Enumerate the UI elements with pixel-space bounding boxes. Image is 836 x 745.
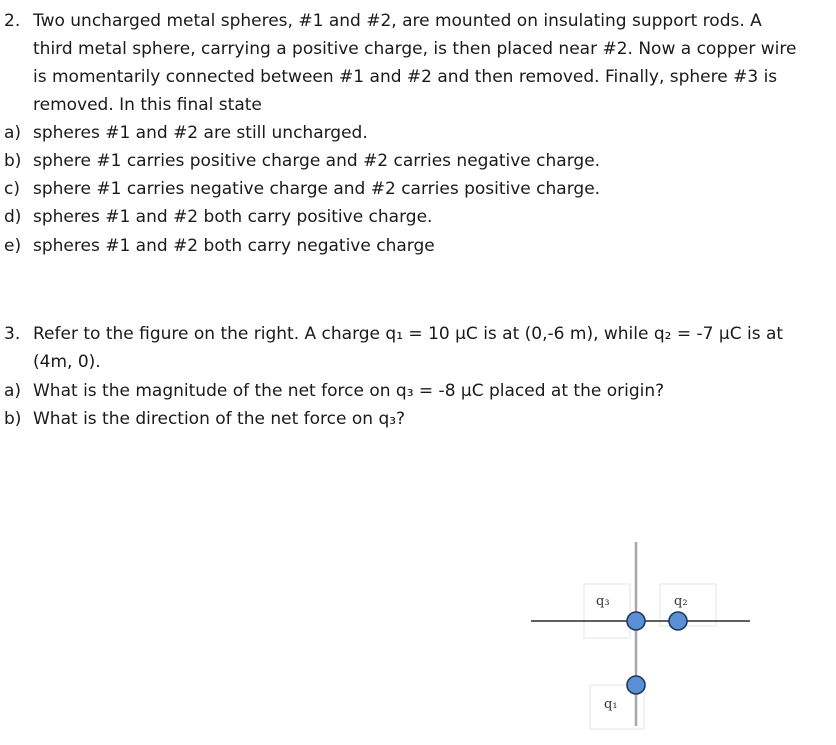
problem-2-stem-text-3: is momentarily connected between #1 and #2 and then removed. Finally, sphere #3 is	[33, 67, 778, 87]
part-label: b)	[4, 409, 22, 429]
label-q3: q₃	[596, 594, 610, 609]
option-label: e)	[4, 236, 22, 256]
option-label: c)	[4, 179, 20, 199]
problem-2-stem-text-1: Two uncharged metal spheres, #1 and #2, are mounted on insulating support rods. A	[33, 11, 762, 31]
option-label: b)	[4, 151, 22, 171]
part-text: What is the magnitude of the net force on q₃ = -8 μC placed at the origin?	[33, 381, 665, 401]
problem-3-number: 3.	[4, 324, 21, 344]
option-label: d)	[4, 207, 22, 227]
charge-q2	[669, 612, 687, 630]
option-text: spheres #1 and #2 are still uncharged.	[33, 123, 368, 143]
option-text: sphere #1 carries positive charge and #2 carries negative charge.	[33, 151, 601, 171]
option-text: spheres #1 and #2 both carry positive charge.	[33, 207, 433, 227]
charge-q3	[627, 612, 645, 630]
q3-label-box	[584, 584, 630, 638]
option-text: spheres #1 and #2 both carry negative charge	[33, 236, 435, 256]
problem-2-stem-text-4: removed. In this final state	[33, 95, 262, 115]
charge-q1	[627, 676, 645, 694]
problem-2-stem-text-2: third metal sphere, carrying a positive charge, is then placed near #2. Now a copper wire	[33, 39, 797, 59]
problem-3-stem-text-1: Refer to the figure on the right. A charge q₁ = 10 μC is at (0,-6 m), while q₂ = -7 μC is at	[33, 324, 784, 344]
part-text: What is the direction of the net force on q₃?	[33, 409, 406, 429]
option-text: sphere #1 carries negative charge and #2 carries positive charge.	[33, 179, 601, 199]
label-q1: q₁	[604, 697, 618, 712]
part-label: a)	[4, 381, 22, 401]
option-label: a)	[4, 123, 22, 143]
problem-2-number: 2.	[4, 11, 21, 31]
label-q2: q₂	[674, 594, 688, 609]
problem-3-stem-text-2: (4m, 0).	[33, 352, 101, 372]
